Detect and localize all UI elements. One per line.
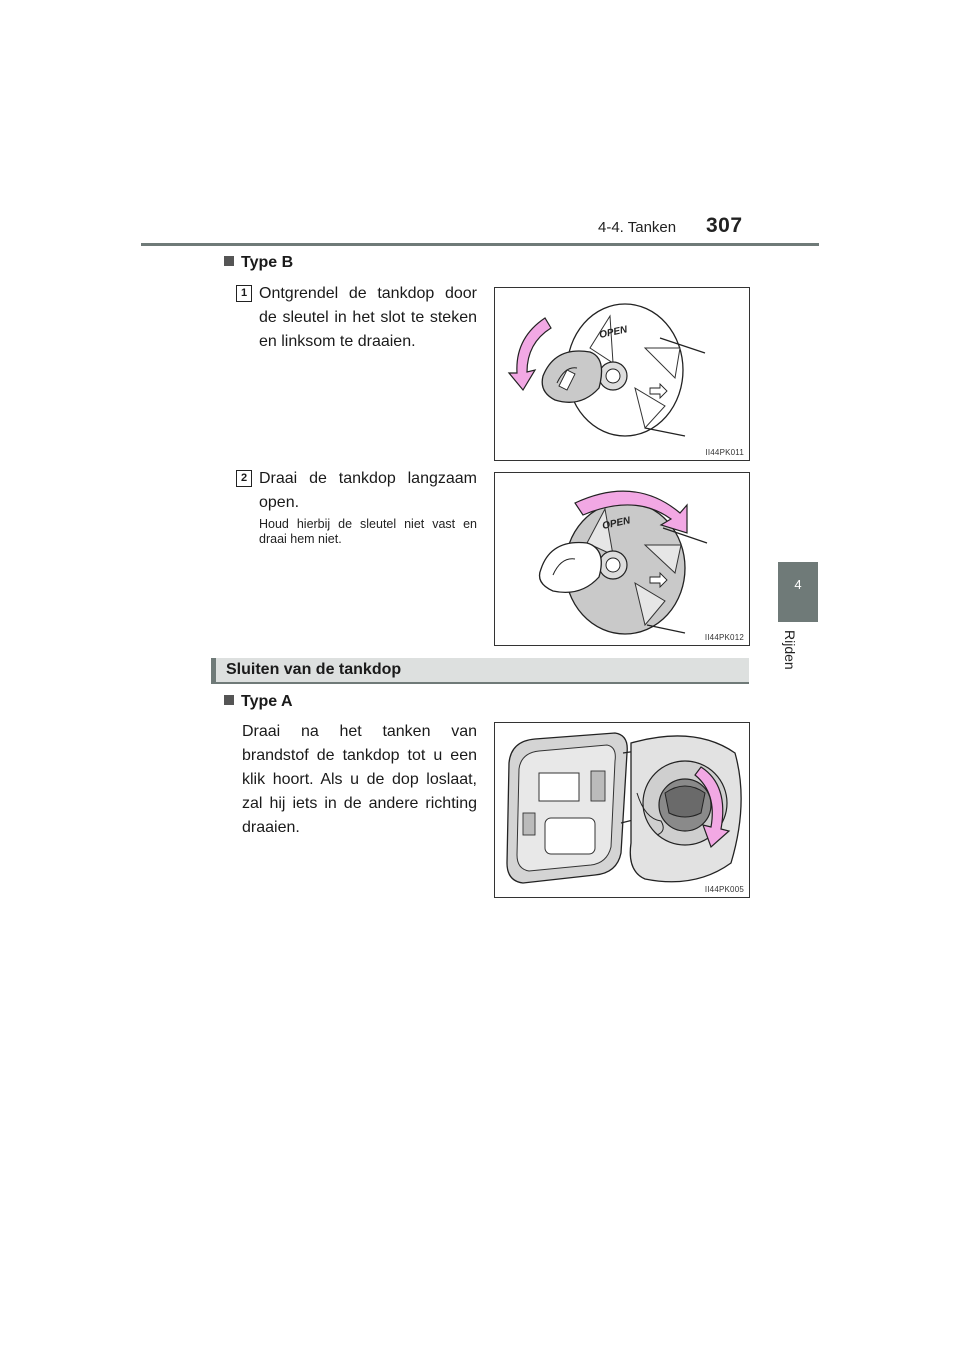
step-number-1: 1	[236, 285, 252, 302]
bullet-square-icon	[224, 695, 234, 705]
open-cap-illustration	[495, 473, 749, 645]
figure-unlock-key	[494, 287, 750, 461]
step-2-text: Draai de tankdop langzaam open.	[259, 470, 477, 511]
unlock-key-illustration	[495, 288, 749, 460]
figure-code: II44PK005	[704, 885, 744, 894]
chapter-label: Rijden	[782, 630, 798, 670]
section-title: 4-4. Tanken	[598, 219, 677, 236]
figure-open-cap	[494, 472, 750, 646]
figure-code: II44PK012	[704, 633, 744, 642]
type-b-heading	[224, 254, 293, 272]
section-header-rule	[211, 682, 749, 684]
step-number-2: 2	[236, 470, 252, 487]
figure-code: II44PK011	[705, 448, 744, 457]
bullet-square-icon	[224, 256, 234, 266]
type-b-heading-text: Type B	[241, 254, 294, 271]
header-divider	[141, 243, 819, 246]
open-label: OPEN	[598, 324, 629, 341]
page-number: 307	[706, 214, 743, 237]
step-2-note: Houd hierbij de sleutel niet vast en draai hem niet.	[259, 517, 477, 546]
figure-fuel-door	[494, 722, 750, 898]
type-a-text: Draai na het tanken van brandstof de tankdop tot u een klik hoort. Als u de dop loslaat, zal hij iets in de andere richting draaien.	[242, 723, 477, 836]
type-a-heading-text: Type A	[241, 693, 293, 710]
step-1-text: Ontgrendel de tankdop door de sleutel in het slot te steken en linksom te draaien.	[259, 285, 477, 350]
type-a-heading	[224, 693, 293, 711]
chapter-tab	[778, 562, 818, 622]
fuel-door-illustration	[495, 723, 749, 897]
chapter-number: 4	[794, 577, 802, 592]
open-label: OPEN	[601, 515, 632, 532]
section-heading: Sluiten van de tankdop	[226, 661, 402, 678]
